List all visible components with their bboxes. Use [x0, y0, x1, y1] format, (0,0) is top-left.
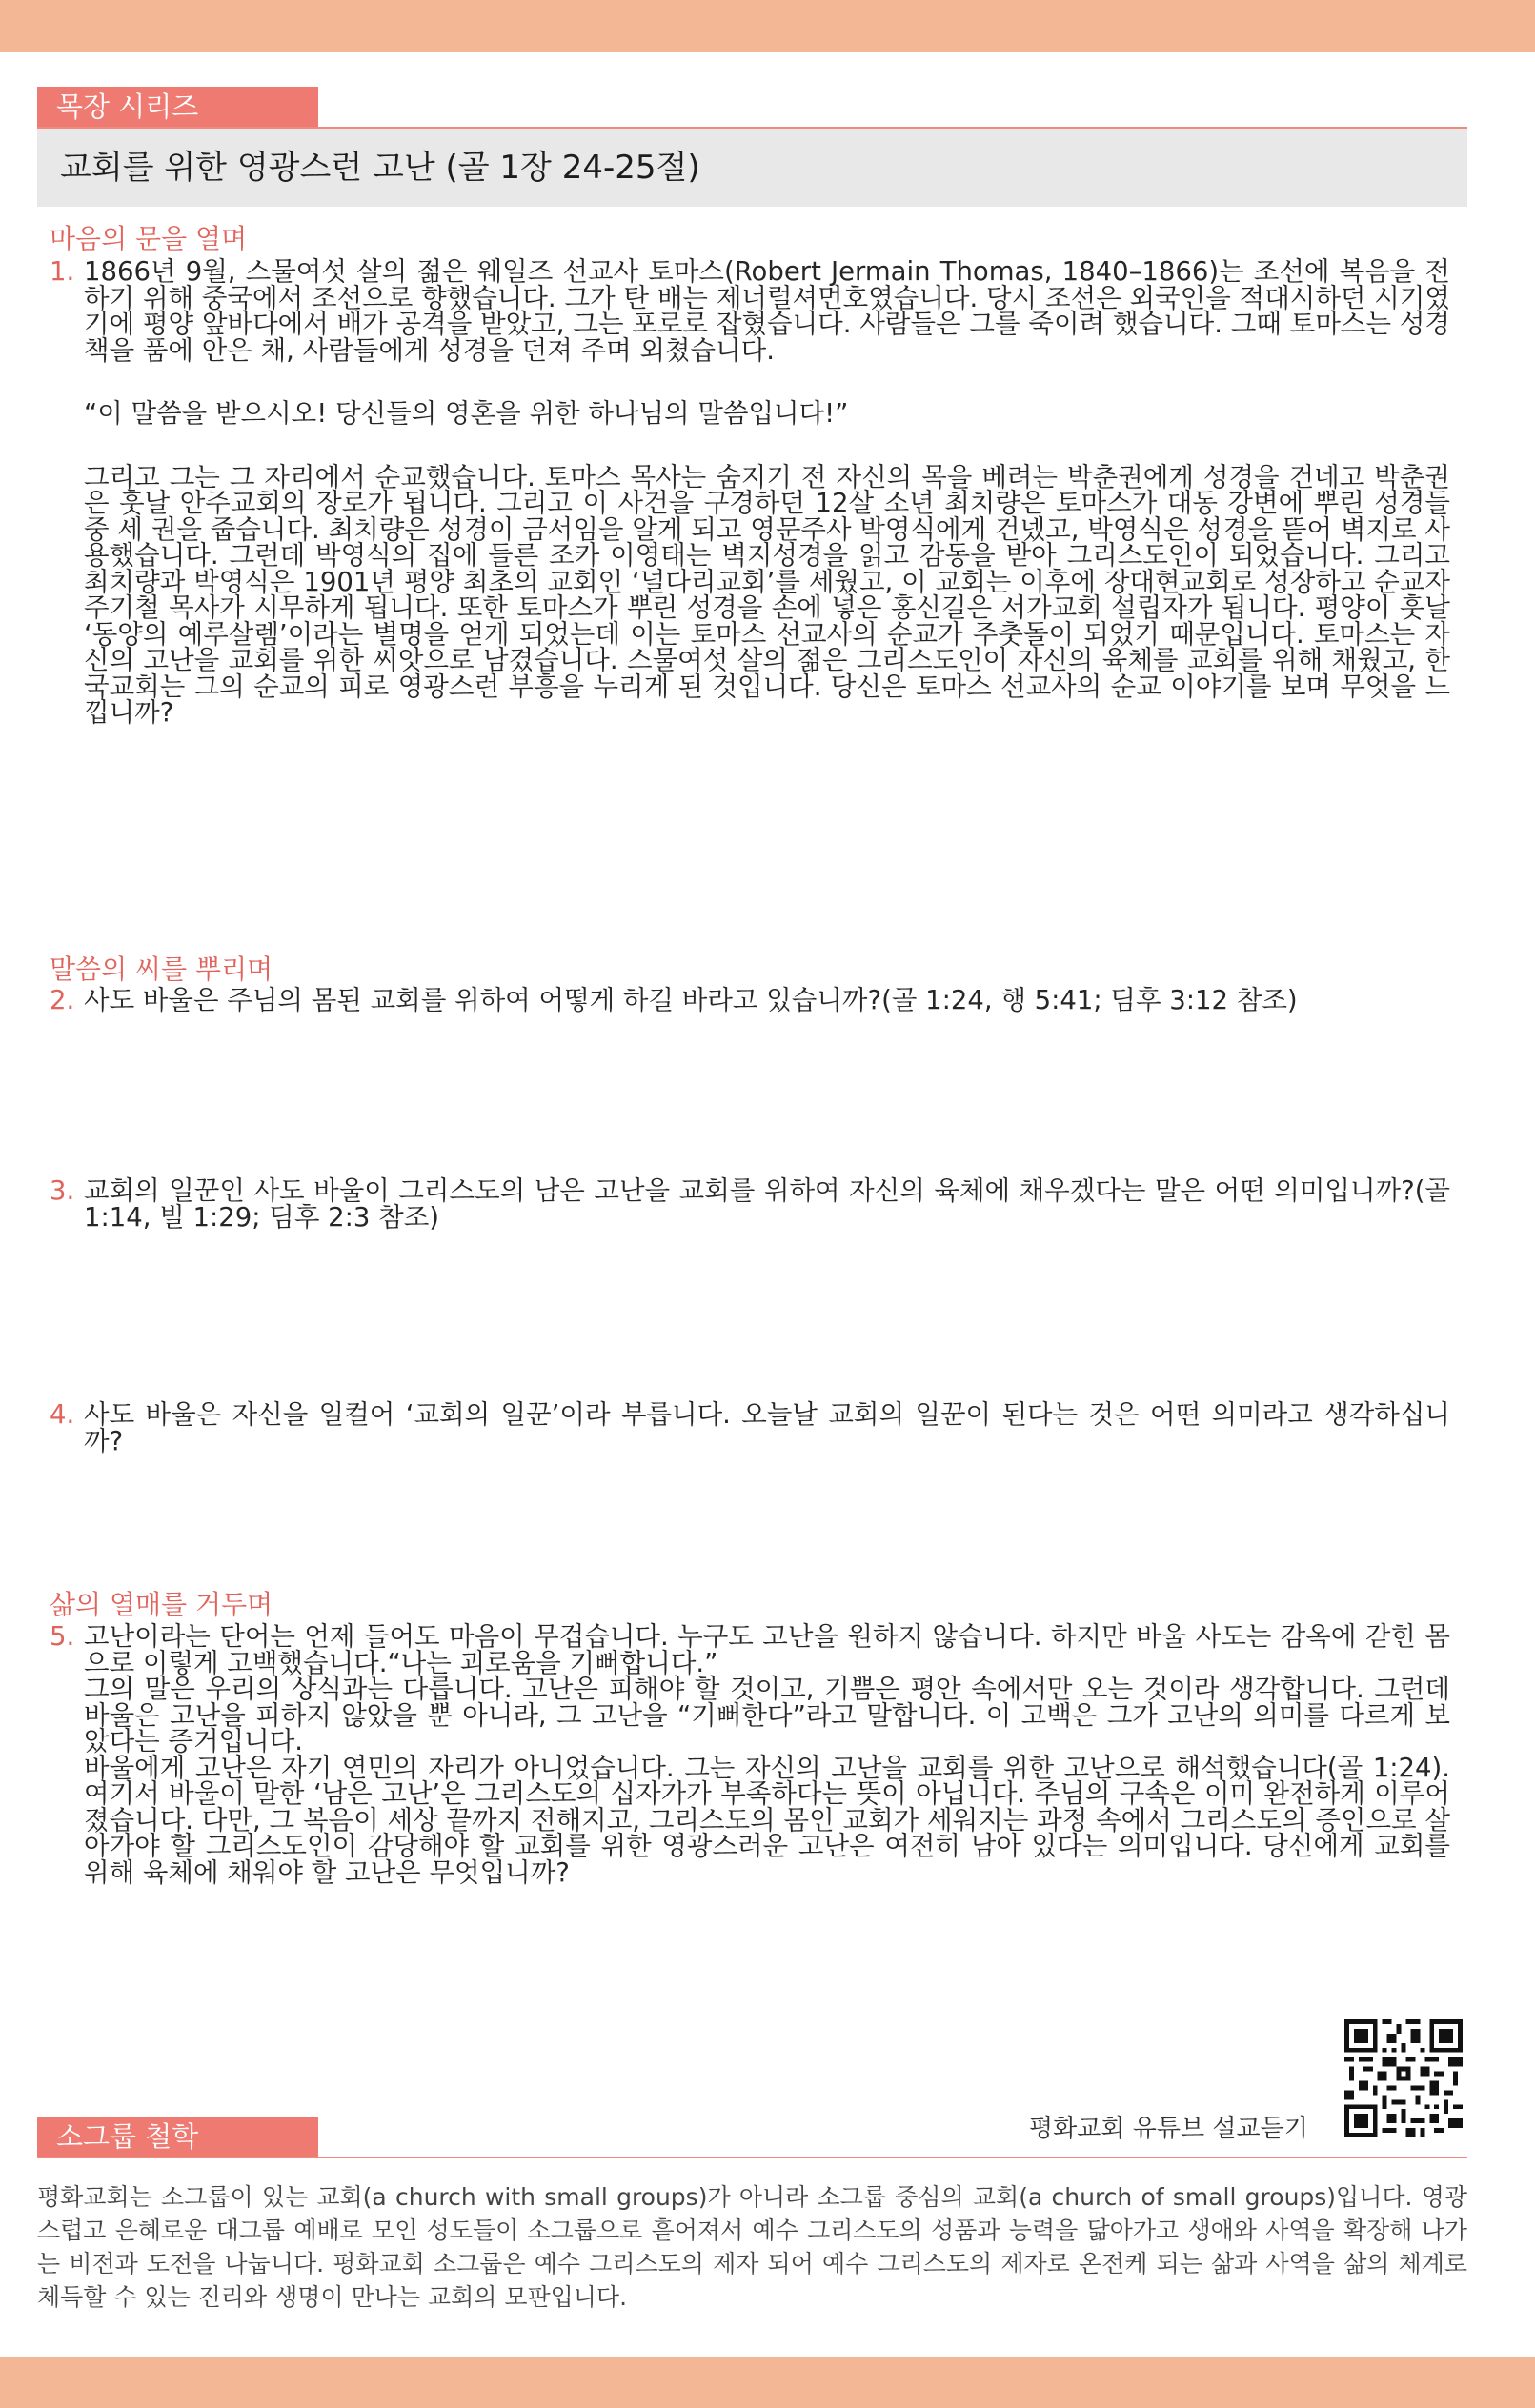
section-heading-sow-word: 말씀의 씨를 뿌리며 — [50, 953, 273, 985]
question-number: 1. — [50, 256, 75, 287]
question-1-paragraph-2: 그리고 그는 그 자리에서 순교했습니다. 토마스 목사는 숨지기 전 자신의 목을 베려는 박춘권에게 성경을 건네고 박춘권은 훗날 안주교회의 장로가 됩니다. 그리고 이 사건을 구경하던 12살 소년 최치량은 토마스가 대동 강변에 뿌린 성경들 중 세 권을 줍습니다. 최치량은 성경이 금서임을 알게 되고 영문주사 박영식에게 건넸고, 박영식은 성경을 뜯어 벽지로 사용했습니다. 그런데 박영식의 집에 들른 조카 이영태는 벽지성경을 읽고 감동을 받아 그리스도인이 되었습니다. 그리고 최치량과 박영식은 1901년 평양 최초의 교회인 ‘널다리교회’를 세웠고, 이 교회는 이후에 장대현교회로 성장하고 순교자 주기철 목사가 시무하게 됩니다. 또한 토마스가 뿌린 성경을 손에 넣은 홍신길은 서가교회 설립자가 됩니다. 평양이 훗날 ‘동양의 예루살렘’이라는 별명을 얻게 되었는데 이는 토마스 선교사의 순교가 주춧돌이 되었기 때문입니다. 토마스는 자신의 고난을 교회를 위한 씨앗으로 남겼습니다. 스물여섯 살의 젊은 그리스도인이 자신의 육체를 교회를 위해 채웠고, 한국교회는 그의 순교의 피로 영광스런 부흥을 누리게 된 것입니다. 당신은 토마스 선교사의 순교 이야기를 보며 무엇을 느낍니까? — [84, 461, 1450, 728]
qr-code-icon[interactable] — [1344, 2019, 1463, 2137]
question-1-paragraph-1: 1866년 9월, 스물여섯 살의 젊은 웨일즈 선교사 토마스(Robert Jermain Thomas, 1840–1866)는 조선에 복음을 전하기 위해 중국에서 조선으로 향했습니다. 그가 탄 배는 제너럴셔먼호였습니다. 당시 조선은 외국인을 적대시하던 시기였기에 평양 앞바다에서 배가 공격을 받았고, 그는 포로로 잡혔습니다. 사람들은 그를 죽이려 했습니다. 그때 토마스는 성경책을 품에 안은 채, 사람들에게 성경을 던져 주며 외쳤습니다. — [84, 256, 1450, 366]
bottom-color-band — [0, 2357, 1535, 2408]
question-3-text: 교회의 일꾼인 사도 바울이 그리스도의 남은 고난을 교회를 위하여 자신의 육체에 채우겠다는 말은 어떤 의미입니까?(골 1:14, 빌 1:29; 딤후 2:3 참조) — [84, 1175, 1450, 1233]
small-group-label: 소그룹 철학 — [37, 2117, 318, 2157]
question-5-paragraph-1: 고난이라는 단어는 언제 들어도 마음이 무겁습니다. 누구도 고난을 원하지 않습니다. 하지만 바울 사도는 감옥에 갇힌 몸으로 이렇게 고백했습니다.“나는 괴로움을 기뻐합니다.” — [84, 1621, 1450, 1678]
small-group-philosophy-text: 평화교회는 소그룹이 있는 교회(a church with small groups)가 아니라 소그룹 중심의 교회(a church of small groups)입니다. 영광스럽고 은혜로운 대그룹 예배로 모인 성도들이 소그룹으로 흩어져서 예수 그리스도의 성품과 능력을 닮아가고 생애와 사역을 확장해 나가는 비전과 도전을 나눕니다. 평화교회 소그룹은 예수 그리스도의 제자 되어 예수 그리스도의 제자로 온전케 되는 삶과 사역을 삶의 체계로 체득할 수 있는 진리와 생명이 만나는 교회의 모판입니다. — [37, 2183, 1467, 2311]
qr-caption: 평화교회 유튜브 설교듣기 — [1029, 2115, 1308, 2143]
top-color-band — [0, 0, 1535, 52]
question-number: 4. — [50, 1399, 75, 1430]
question-5-paragraph-2: 그의 말은 우리의 상식과는 다릅니다. 고난은 피해야 할 것이고, 기쁨은 평안 속에서만 오는 것이라 생각합니다. 그런데 바울은 고난을 피하지 않았을 뿐 아니라, 그 고난을 “기뻐한다”라고 말합니다. 이 고백은 그가 고난의 의미를 다르게 보았다는 증거입니다. — [84, 1674, 1450, 1756]
question-number: 2. — [50, 985, 75, 1015]
question-2 — [50, 985, 1450, 1015]
question-number: 5. — [50, 1621, 75, 1652]
question-4-text: 사도 바울은 자신을 일컬어 ‘교회의 일꾼’이라 부릅니다. 오늘날 교회의 일꾼이 된다는 것은 어떤 의미라고 생각하십니까? — [84, 1399, 1450, 1456]
section-heading-harvest: 삶의 열매를 거두며 — [50, 1589, 273, 1620]
section-heading-open-heart: 마음의 문을 열며 — [50, 223, 248, 254]
question-5-paragraph-3: 바울에게 고난은 자기 연민의 자리가 아니었습니다. 그는 자신의 고난을 교회를 위한 고난으로 해석했습니다(골 1:24). 여기서 바울이 말한 ‘남은 고난’은 그리스도의 십자가가 부족하다는 뜻이 아닙니다. 주님의 구속은 이미 완전하게 이루어졌습니다. 다만, 그 복음이 세상 끝까지 전해지고, 그리스도의 몸인 교회가 세워지는 과정 속에서 그리스도의 증인으로 살아가야 할 그리스도인이 감당해야 할 교회를 위한 영광스러운 고난은 여전히 남아 있다는 의미입니다. 당신에게 교회를 위해 육체에 채워야 할 고난은 무엇입니까? — [84, 1752, 1450, 1888]
page-title: 교회를 위한 영광스런 고난 (골 1장 24-25절) — [37, 129, 1467, 207]
small-group-divider — [37, 2157, 1467, 2158]
question-3 — [50, 1175, 1450, 1233]
series-label: 목장 시리즈 — [37, 87, 318, 128]
question-1 — [50, 256, 1450, 728]
question-5 — [50, 1621, 1450, 1888]
question-2-text: 사도 바울은 주님의 몸된 교회를 위하여 어떻게 하길 바라고 있습니까?(골 1:24, 행 5:41; 딤후 3:12 참조) — [84, 985, 1298, 1015]
question-4 — [50, 1399, 1450, 1456]
question-1-quote: “이 말씀을 받으시오! 당신들의 영혼을 위한 하나님의 말씀입니다!” — [84, 398, 849, 429]
question-number: 3. — [50, 1175, 75, 1206]
